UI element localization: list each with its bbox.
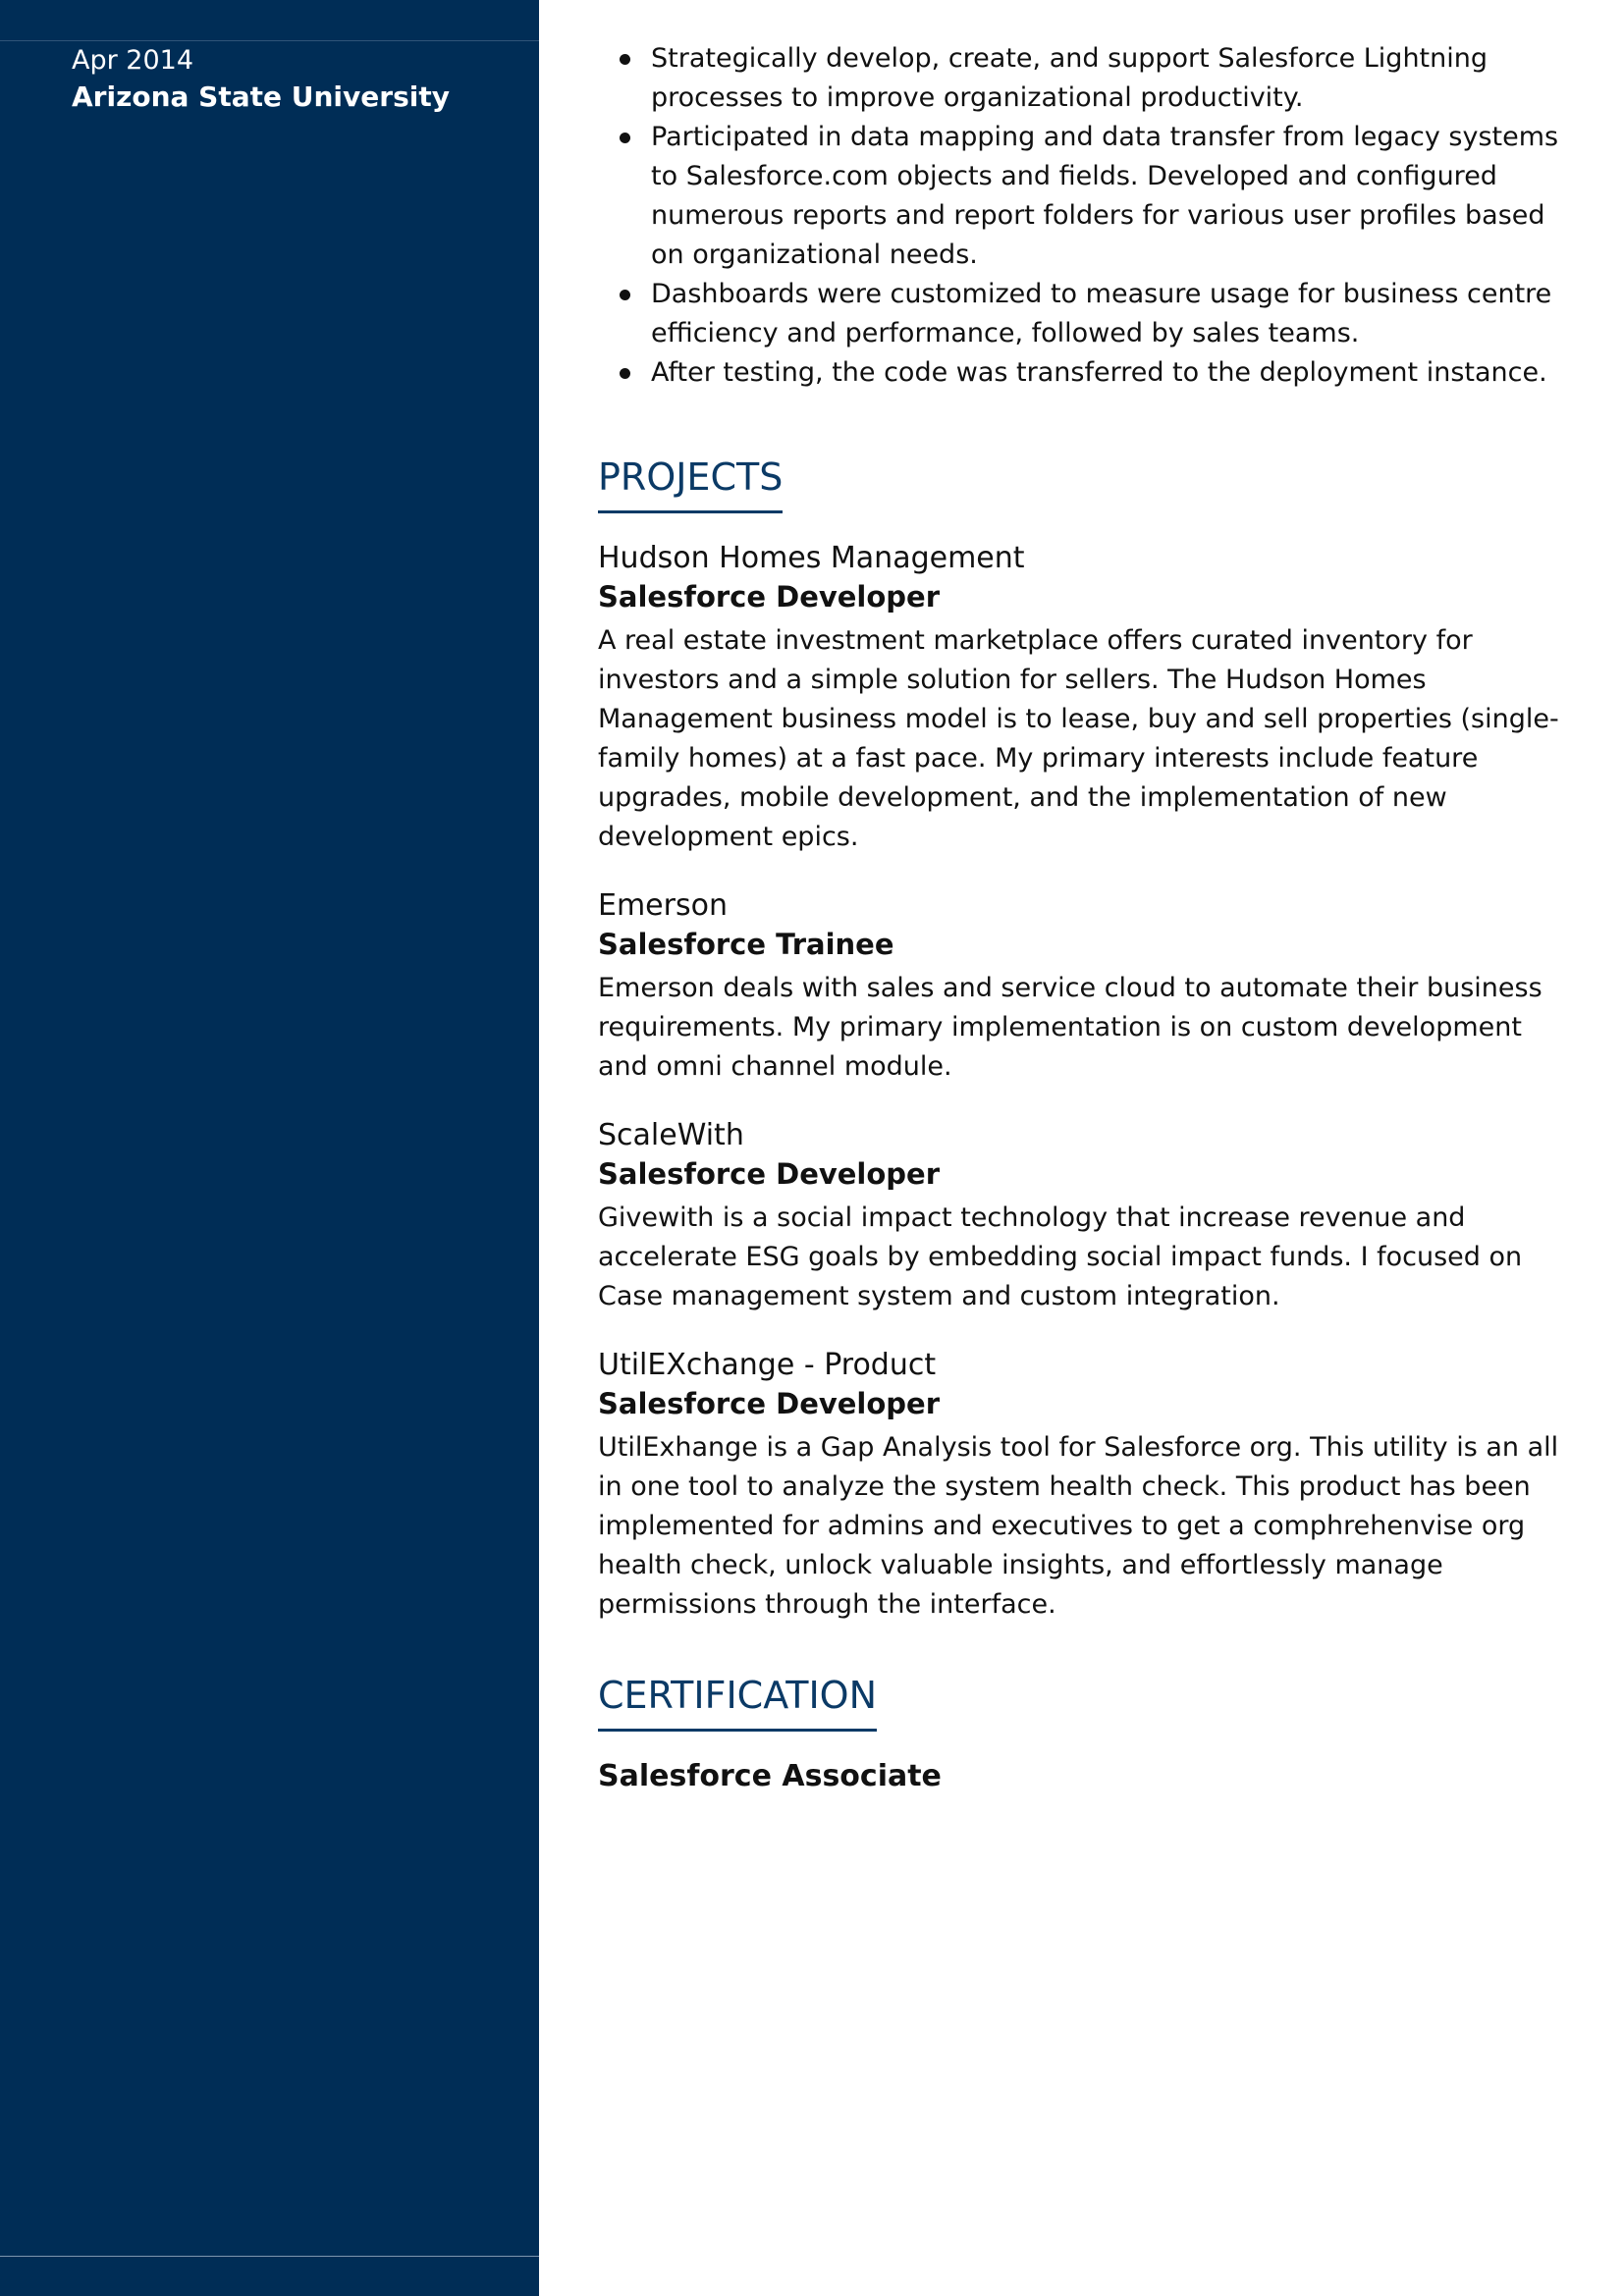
certification-heading: CERTIFICATION	[598, 1672, 877, 1732]
project-item	[598, 1346, 1580, 1625]
project-name: Hudson Homes Management	[598, 541, 1025, 575]
education-school: Arizona State University	[72, 80, 450, 113]
project-item	[598, 886, 1580, 1087]
project-description: Emerson deals with sales and service cloud to automate their business requirements. My primary implementation is on custom development and omni channel module.	[598, 973, 1542, 1082]
project-role: Salesforce Developer	[598, 1387, 941, 1420]
sidebar	[0, 0, 539, 2296]
project-name: ScaleWith	[598, 1118, 744, 1152]
project-description: A real estate investment marketplace offers curated inventory for investors and a simple solution for sellers. The Hudson Homes Management business model is to lease, buy and sell properties (single-family homes) at a fast pace. My primary interests include feature upgrades, mobile development, and the implementation of new development epics.	[598, 625, 1559, 852]
experience-bullet	[651, 118, 1580, 275]
bullet-dot-icon	[620, 290, 630, 300]
experience-bullet	[651, 353, 1580, 393]
project-name: UtilEXchange - Product	[598, 1348, 937, 1382]
project-name: Emerson	[598, 888, 728, 923]
experience-bullet	[651, 39, 1580, 118]
projects-list	[598, 539, 1580, 1625]
projects-heading: PROJECTS	[598, 454, 783, 513]
experience-bullet-text: Participated in data mapping and data transfer from legacy systems to Salesforce.com objects and fields. Developed and configured numerous reports and report folders for various user profiles based on organizational needs.	[651, 122, 1559, 270]
bullet-dot-icon	[620, 368, 630, 379]
certification-item: Salesforce Associate	[598, 1759, 942, 1793]
sidebar-bottom-divider	[0, 2256, 539, 2257]
experience-bullet	[651, 275, 1580, 353]
project-item	[598, 539, 1580, 857]
project-description: Givewith is a social impact technology that increase revenue and accelerate ESG goals by embedding social impact funds. I focused on Case management system and custom integration.	[598, 1202, 1523, 1311]
education-date: Apr 2014	[72, 45, 194, 76]
bullet-dot-icon	[620, 54, 630, 65]
experience-bullet-text: Dashboards were customized to measure usage for business centre efficiency and performance, followed by sales teams.	[651, 279, 1552, 348]
project-role: Salesforce Developer	[598, 1157, 941, 1191]
project-item	[598, 1116, 1580, 1316]
main-content	[598, 39, 1580, 1796]
experience-bullet-text: After testing, the code was transferred to the deployment instance.	[651, 357, 1547, 388]
experience-bullets	[598, 39, 1580, 393]
project-role: Salesforce Developer	[598, 580, 941, 614]
project-role: Salesforce Trainee	[598, 928, 894, 961]
project-description: UtilExhange is a Gap Analysis tool for Salesforce org. This utility is an all in one tool to analyze the system health check. This product has been implemented for admins and executives to get a comphrehenvise org health check, unlock valuable insights, and effortlessly manage permissions through the interface.	[598, 1432, 1559, 1620]
sidebar-top-divider	[0, 40, 539, 41]
bullet-dot-icon	[620, 133, 630, 143]
experience-bullet-text: Strategically develop, create, and support Salesforce Lightning processes to improve organizational productivity.	[651, 43, 1488, 113]
